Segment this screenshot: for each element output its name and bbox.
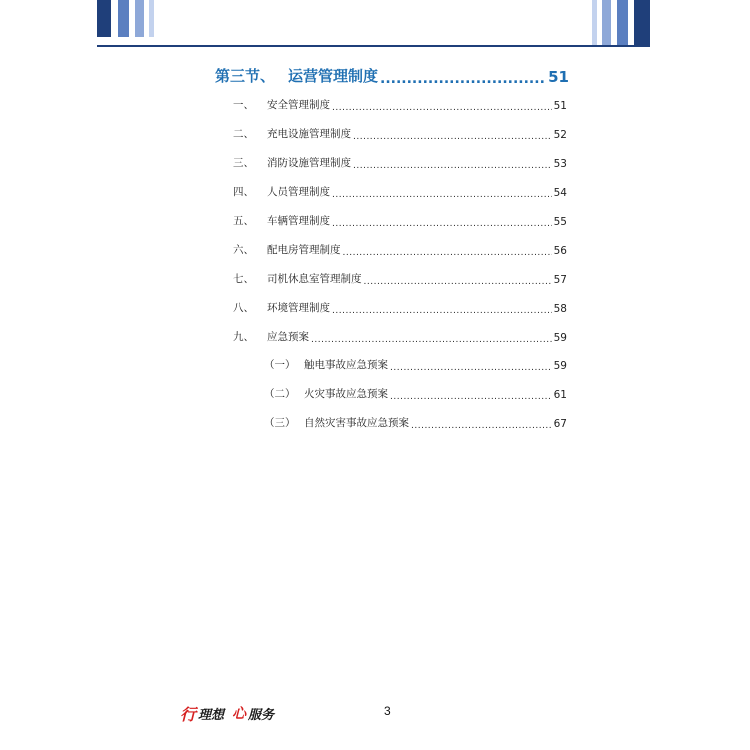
toc-item-number: 一、 [233, 99, 254, 111]
toc-subitem-page: 67 [553, 418, 567, 430]
toc-subitem-title: 触电事故应急预案 [304, 359, 388, 371]
toc-item[interactable] [233, 125, 567, 141]
toc-item-page: 58 [553, 303, 567, 315]
toc-subitem-number: （一） [264, 359, 296, 371]
logo-text-b: 服务 [248, 707, 275, 723]
page-number: 3 [384, 704, 391, 718]
toc-item-number: 九、 [233, 331, 254, 343]
logo-heart: 心 [232, 706, 247, 722]
toc-item-title: 消防设施管理制度 [267, 157, 351, 169]
dot-leader [353, 131, 552, 142]
toc-section-page: 51 [548, 68, 569, 86]
toc-item-page: 59 [553, 332, 567, 344]
footer-logo [180, 703, 274, 723]
toc-subitem[interactable] [264, 356, 567, 372]
toc-item-page: 57 [553, 274, 567, 286]
dot-leader [353, 160, 552, 171]
toc-item[interactable] [233, 328, 567, 344]
toc-section-heading[interactable] [215, 64, 569, 86]
toc-item[interactable] [233, 299, 567, 315]
toc-item-title: 环境管理制度 [267, 302, 330, 314]
toc-subitem[interactable] [264, 414, 567, 430]
toc-item[interactable] [233, 183, 567, 199]
toc-item-title: 安全管理制度 [267, 99, 330, 111]
toc-item-number: 二、 [233, 128, 254, 140]
dot-leader [332, 218, 552, 229]
toc-item-title: 车辆管理制度 [267, 215, 330, 227]
toc-subitem-title: 自然灾害事故应急预案 [304, 417, 409, 429]
dot-leader [332, 102, 552, 113]
toc-section-number: 第三节、 [215, 67, 276, 85]
logo-mark: 行 [180, 704, 197, 724]
toc-item-number: 五、 [233, 215, 254, 227]
toc-item-title: 应急预案 [267, 331, 309, 343]
toc-item-title: 配电房管理制度 [267, 244, 341, 256]
toc-item-page: 54 [553, 187, 567, 199]
toc-subitem[interactable] [264, 385, 567, 401]
dot-leader [364, 276, 552, 287]
toc-item[interactable] [233, 212, 567, 228]
dot-leader [332, 189, 552, 200]
dot-leader [380, 71, 546, 86]
toc-item[interactable] [233, 154, 567, 170]
toc-item-page: 56 [553, 245, 567, 257]
toc-subitem-number: （三） [264, 417, 296, 429]
toc-item-number: 八、 [233, 302, 254, 314]
toc-item-title: 人员管理制度 [267, 186, 330, 198]
toc-subitem-page: 59 [553, 360, 567, 372]
dot-leader [332, 305, 552, 316]
toc-subitem-title: 火灾事故应急预案 [304, 388, 388, 400]
dot-leader [390, 391, 552, 402]
toc-subitem-number: （二） [264, 388, 296, 400]
toc-item-page: 52 [553, 129, 567, 141]
toc-item[interactable] [233, 241, 567, 257]
toc-section-title: 运营管理制度 [288, 67, 379, 85]
toc-item-title: 司机休息室管理制度 [267, 273, 362, 285]
toc-item-page: 55 [553, 216, 567, 228]
toc-item[interactable] [233, 270, 567, 286]
logo-text-a: 理想 [198, 707, 225, 723]
toc-item-number: 七、 [233, 273, 254, 285]
dot-leader [390, 362, 552, 373]
dot-leader [311, 334, 552, 345]
dot-leader [411, 420, 552, 431]
toc-item-page: 51 [553, 100, 567, 112]
toc-item-number: 六、 [233, 244, 254, 256]
toc-item[interactable] [233, 96, 567, 112]
toc-item-number: 三、 [233, 157, 254, 169]
toc-subitem-page: 61 [553, 389, 567, 401]
toc-item-title: 充电设施管理制度 [267, 128, 351, 140]
toc-item-page: 53 [553, 158, 567, 170]
dot-leader [343, 247, 552, 258]
toc-item-number: 四、 [233, 186, 254, 198]
